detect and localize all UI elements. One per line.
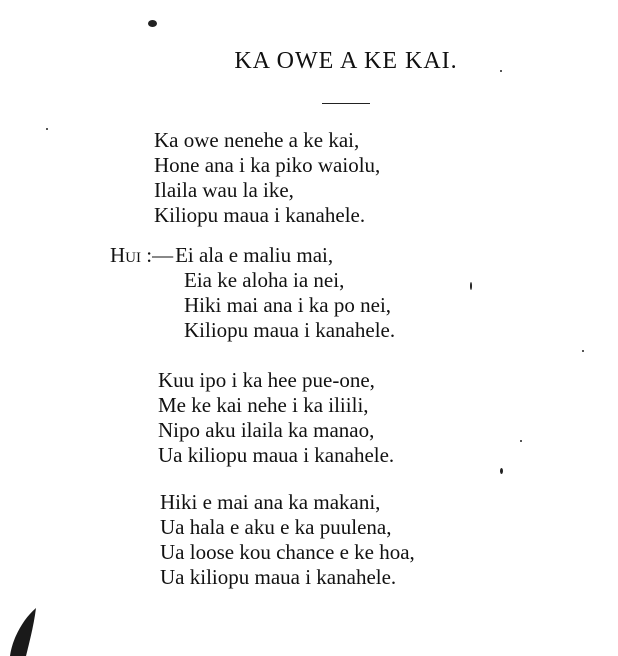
stanza-line: Kiliopu maua i kanahele. bbox=[154, 203, 366, 227]
song-title: KA OWE A KE KAI. bbox=[234, 48, 458, 74]
chorus-first-line bbox=[110, 243, 395, 268]
ink-speck bbox=[470, 282, 472, 290]
stanza-line: Ua kiliopu maua i kanahele. bbox=[160, 565, 397, 589]
chorus-label: Hui :— bbox=[110, 243, 174, 267]
ink-speck bbox=[582, 350, 584, 352]
stanza-line: Ei ala e maliu mai, bbox=[175, 243, 334, 267]
ink-speck bbox=[148, 20, 157, 27]
page-edge-shadow bbox=[0, 600, 40, 656]
stanza-line: Kiliopu maua i kanahele. bbox=[184, 318, 396, 342]
stanza-line: Hiki mai ana i ka po nei, bbox=[184, 293, 392, 317]
ink-speck bbox=[520, 440, 522, 442]
ink-speck bbox=[500, 70, 502, 72]
stanza-line: Ka owe nenehe a ke kai, bbox=[154, 128, 360, 152]
stanza-line: Eia ke aloha ia nei, bbox=[184, 268, 345, 292]
stanza-line: Kuu ipo i ka hee pue-one, bbox=[158, 368, 375, 392]
stanza-line: Ua loose kou chance e ke hoa, bbox=[160, 540, 415, 564]
ink-speck bbox=[46, 128, 48, 130]
stanza-line: Ilaila wau la ike, bbox=[154, 178, 294, 202]
stanza-line: Nipo aku ilaila ka manao, bbox=[158, 418, 375, 442]
stanza-3 bbox=[158, 368, 394, 468]
stanza-line: Ua hala e aku e ka puulena, bbox=[160, 515, 392, 539]
ink-speck bbox=[500, 468, 503, 474]
title-rule bbox=[322, 103, 370, 104]
stanza-line: Me ke kai nehe i ka iliili, bbox=[158, 393, 369, 417]
chorus-stanza bbox=[110, 243, 395, 343]
stanza-1 bbox=[154, 128, 380, 228]
stanza-line: Hone ana i ka piko waiolu, bbox=[154, 153, 381, 177]
stanza-line: Hiki e mai ana ka makani, bbox=[160, 490, 381, 514]
stanza-4 bbox=[160, 490, 415, 590]
stanza-line: Ua kiliopu maua i kanahele. bbox=[158, 443, 395, 467]
